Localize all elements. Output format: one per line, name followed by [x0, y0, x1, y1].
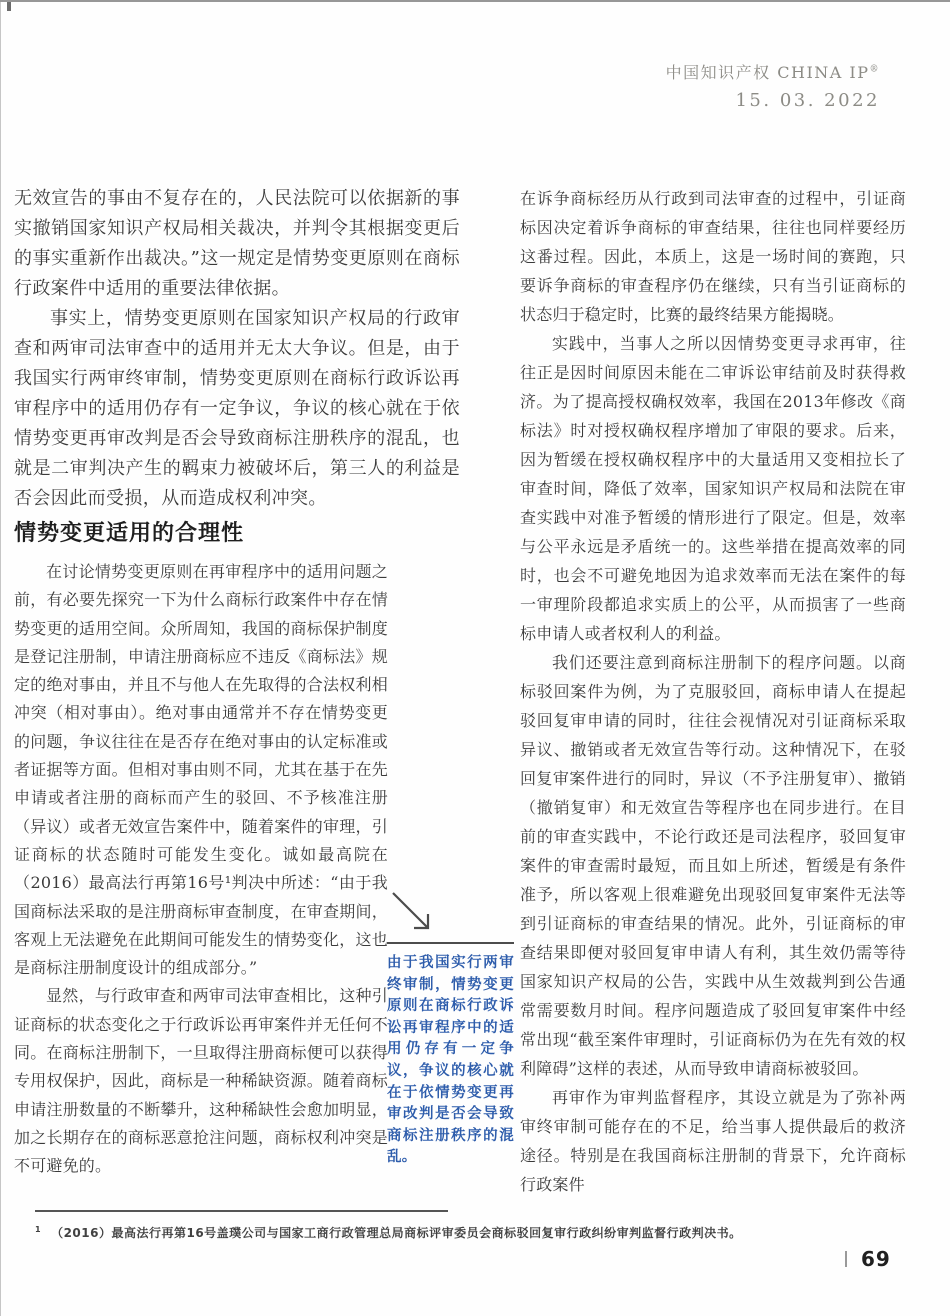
pull-quote-divider: [387, 942, 514, 944]
magazine-title: [666, 60, 880, 83]
footnote-marker: 1: [35, 1225, 42, 1234]
paragraph: 实践中，当事人之所以因情势变更寻求再审，往往正是因时间原因未能在二审诉讼审结前及时获得救济。为了提高授权确权效率，我国在2013年修改《商标法》时对授权确权程序增加了审限的要求。后来，因为暂缓在授权确权程序中的大量适用又变相拉长了审查时间，降低了效率，国家知识产权局和法院在审查实践中对准予暂缓的情形进行了限定。但是，效率与公平永远是矛盾统一的。这些举措在提高效率的同时，也会不可避免地因为追求效率而无法在案件的每一审理阶段都追求实质上的公平，从而损害了一些商标申请人或者权利人的利益。: [520, 334, 906, 643]
paragraph: 事实上，情势变更原则在国家知识产权局的行政审查和两审司法审查中的适用并无太大争议。但是，由于我国实行两审终审制，情势变更原则在商标行政诉讼再审程序中的适用仍存有一定争议，争议的核心就在于依情势变更再审改判是否会导致商标注册秩序的混乱，也就是二审判决产生的羁束力被破坏后，第三人的利益是否会因此而受损，从而造成权利冲突。: [14, 308, 460, 509]
footnote-text: （2016）最高法行再第16号盖璞公司与国家工商行政管理总局商标评审委员会商标驳回复审行政纠纷审判监督行政判决书。: [51, 1226, 742, 1240]
page-header: [666, 60, 880, 111]
paragraph: 显然，与行政审查和两审司法审查相比，这种引证商标的状态变化之于行政诉讼再审案件并无任何不同。在商标注册制下，一旦取得注册商标便可以获得专用权保护，因此，商标是一种稀缺资源。随着商标申请注册数量的不断攀升，这种稀缺性会愈加明显，加之长期存在的商标恶意抢注问题，商标权利冲突是不可避免的。: [14, 986, 388, 1176]
registered-trademark-symbol: ®: [869, 64, 880, 75]
print-registration-mark: [7, 2, 11, 11]
footnote: [35, 1224, 925, 1241]
left-column-top: [14, 184, 460, 514]
page-number: 69: [861, 1247, 891, 1271]
pull-quote-text: 由于我国实行两审终审制，情势变更原则在商标行政诉讼再审程序中的适用仍存有一定争议，争议的核心就在于依情势变更再审改判是否会导致商标注册秩序的混乱。: [387, 955, 514, 1166]
arrow-down-right-icon: [389, 890, 441, 936]
scan-left-edge: [0, 2, 1, 1316]
page-number-divider: [845, 1251, 847, 1267]
right-column: [520, 184, 906, 1199]
pull-quote: [387, 890, 514, 1169]
magazine-title-text: 中国知识产权 CHINA IP: [665, 63, 870, 82]
issue-date: 15. 03. 2022: [735, 90, 880, 111]
section-heading: 情势变更适用的合理性: [14, 521, 245, 546]
paragraph: 再审作为审判监督程序，其设立就是为了弥补两审终审制可能存在的不足，给当事人提供最后的救济途径。特别是在我国商标注册制的背景下，允许商标行政案件: [520, 1088, 906, 1194]
paragraph: 在诉争商标经历从行政到司法审查的过程中，引证商标因决定着诉争商标的审查结果，往往也同样要经历这番过程。因此，本质上，这是一场时间的赛跑，只要诉争商标的审查程序仍在继续，只有当引证商标的状态归于稳定时，比赛的最终结果方能揭晓。: [520, 189, 906, 324]
page-number-block: [845, 1247, 891, 1271]
paragraph: 在讨论情势变更原则在再审程序中的适用问题之前，有必要先探究一下为什么商标行政案件中存在情势变更的适用空间。众所周知，我国的商标保护制度是登记注册制，申请注册商标应不违反《商标法》规定的绝对事由，并且不与他人在先取得的合法权利相冲突（相对事由）。绝对事由通常并不存在情势变更的问题，争议往往在是否存在绝对事由的认定标准或者证据等方面。但相对事由则不同，尤其在基于在先申请或者注册的商标而产生的驳回、不予核准注册（异议）或者无效宣告案件中，随着案件的审理，引证商标的状态随时可能发生变化。诚如最高院在（2016）最高法行再第16号¹判决中所述：“由于我国商标法采取的是注册商标审查制度，在审查期间，客观上无法避免在此期间可能发生的情势变化，这也是商标注册制度设计的组成部分。”: [14, 562, 388, 978]
paragraph: 无效宣告的事由不复存在的，人民法院可以依据新的事实撤销国家知识产权局相关裁决，并判令其根据变更后的事实重新作出裁决。”这一规定是情势变更原则在商标行政案件中适用的重要法律依据。: [14, 188, 460, 299]
left-column-bottom: [14, 558, 388, 1181]
footnote-divider: [35, 1210, 448, 1212]
paragraph: 我们还要注意到商标注册制下的程序问题。以商标驳回案件为例，为了克服驳回，商标申请人在提起驳回复审申请的同时，往往会视情况对引证商标采取异议、撤销或者无效宣告等行动。这种情况下，在驳回复审案件进行的同时，异议（不予注册复审）、撤销（撤销复审）和无效宣告等程序也在同步进行。在目前的审查实践中，不论行政还是司法程序，驳回复审案件的审查需时最短，而且如上所述，暂缓是有条件准予，所以客观上很难避免出现驳回复审案件无法等到引证商标的审查结果的情况。此外，引证商标的审查结果即便对驳回复审申请人有利，其生效仍需等待国家知识产权局的公告，实践中从生效裁判到公告通常需要数月时间。程序问题造成了驳回复审案件中经常出现“截至案件审理时，引证商标仍为在先有效的权利障碍”这样的表述，从而导致申请商标被驳回。: [520, 653, 906, 1078]
